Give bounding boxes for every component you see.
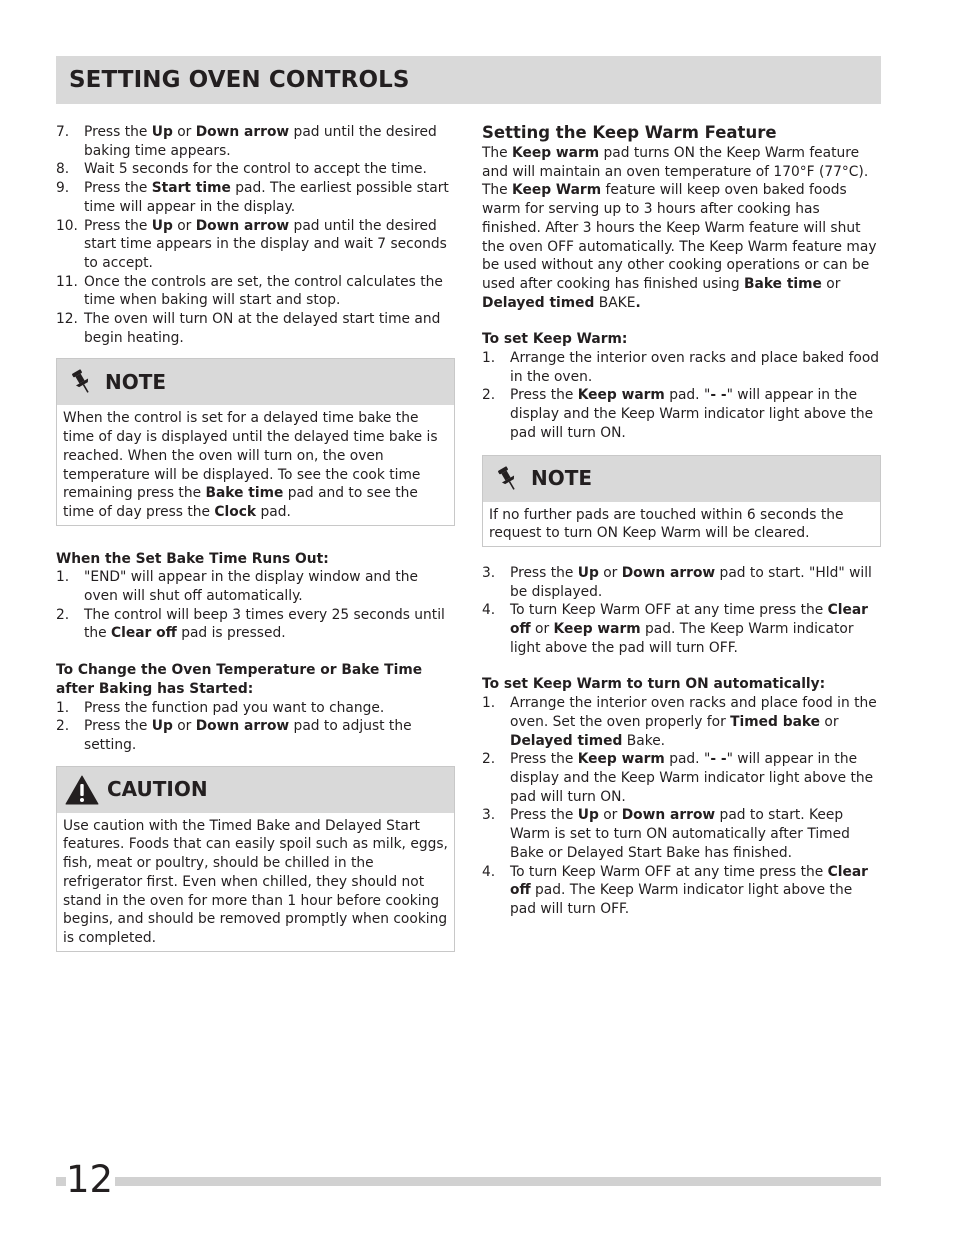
- text-run: Press the: [84, 217, 152, 234]
- step-number: 1.: [56, 699, 70, 716]
- bold-term: Up: [577, 564, 599, 581]
- text-run: To turn Keep Warm OFF at any time press the: [510, 602, 828, 619]
- keep-warm-section-title: Setting the Keep Warm Feature: [482, 123, 777, 142]
- step-number: 4.: [482, 602, 496, 619]
- text-run: pad. The Keep Warm indicator light above the pad will turn OFF.: [510, 621, 854, 656]
- bold-term: Up: [577, 807, 599, 824]
- step-number: 2.: [482, 387, 496, 404]
- list-item: [56, 310, 456, 347]
- list-item: [56, 160, 456, 179]
- step-number: 9.: [56, 180, 70, 197]
- bold-term: Timed bake: [730, 713, 821, 730]
- bold-term: Keep Warm: [512, 182, 602, 199]
- bold-term: Up: [151, 217, 173, 234]
- pushpin-icon: [71, 369, 93, 395]
- list-item: [56, 699, 456, 718]
- text-run: pad until the desired start time appears in the display and wait 7 seconds to accept.: [84, 217, 447, 271]
- bold-term: Down arrow: [621, 807, 716, 824]
- text-run: Press the function pad you want to change.: [84, 699, 385, 716]
- step-number: 2.: [482, 751, 496, 768]
- list-item: [56, 179, 456, 216]
- bold-term: Clear off: [510, 863, 868, 899]
- step-number: 2.: [56, 718, 70, 735]
- list-item: [56, 568, 456, 605]
- text-run: pad is pressed.: [176, 625, 286, 642]
- list-item: [482, 564, 882, 601]
- list-item: [56, 273, 456, 310]
- bold-term: Keep warm: [512, 145, 600, 161]
- text-run: pad until the desired baking time appears.: [84, 124, 437, 159]
- note-title: NOTE: [105, 370, 167, 395]
- page-number: 12: [66, 1158, 114, 1201]
- set-keep-warm-heading: To set Keep Warm:: [482, 331, 628, 348]
- text-run: Once the controls are set, the control calculates the time when baking will start and stop.: [84, 273, 443, 309]
- text-run: The control will beep 3 times every 25 seconds until the: [84, 606, 445, 642]
- list-item: [482, 863, 882, 919]
- bold-term: Keep warm: [577, 387, 665, 404]
- step-number: 1.: [56, 569, 70, 586]
- change-temp-heading: To Change the Oven Temperature or Bake Time after Baking has Started:: [56, 662, 423, 697]
- text-run: Press the: [510, 387, 578, 404]
- text-run: or: [821, 275, 841, 292]
- text-run: pad.: [256, 503, 291, 520]
- text-run: Press the: [84, 124, 152, 140]
- step-number: 1.: [482, 695, 496, 712]
- bold-term: Delayed timed: [482, 294, 595, 311]
- text-run: Press the: [510, 751, 578, 768]
- auto-keep-warm-heading: To set Keep Warm to turn ON automatically:: [482, 676, 826, 693]
- text-run: When the control is set for a delayed time bake the time of day is displayed until the delayed time bake is reached. When the oven will turn on, the oven temperature will be displayed. To see the cook time remaining press the: [63, 410, 438, 502]
- step-number: 4.: [482, 863, 496, 880]
- caution-body: Use caution with the Timed Bake and Delayed Start features. Foods that can easily spoil such as milk, eggs, fish, meat or poultry, should be chilled in the refrigerator first. Even when chilled, they should not stand in the oven for more than 1 hour before cooking begins, and should be removed promptly when cooking is completed.: [63, 817, 448, 946]
- list-item: [482, 694, 882, 750]
- text-run: pad turns ON the Keep Warm feature and will maintain an oven temperature of 170°F (77°C). The: [482, 145, 869, 199]
- step-number: 2.: [56, 606, 70, 623]
- bold-term: Bake time: [205, 485, 284, 502]
- text-run: Press the: [84, 180, 152, 197]
- caution-title: CAUTION: [107, 777, 208, 802]
- bold-term: Down arrow: [195, 718, 290, 735]
- text-run: pad to adjust the setting.: [84, 718, 412, 753]
- bold-term: .: [635, 294, 641, 311]
- change-temp-steps: [56, 699, 456, 755]
- list-item: [56, 717, 456, 754]
- bold-term: Down arrow: [195, 217, 290, 234]
- bold-term: Down arrow: [195, 124, 290, 140]
- page-title: SETTING OVEN CONTROLS: [69, 67, 410, 93]
- caution-header: [57, 767, 454, 813]
- note-body: [57, 405, 454, 524]
- note-header: [57, 359, 454, 405]
- text-run: or: [598, 564, 622, 581]
- step-number: 11.: [56, 273, 78, 290]
- text-run: Bake.: [622, 732, 666, 749]
- list-item: [482, 750, 882, 806]
- set-keep-warm-steps: [482, 349, 882, 443]
- bold-term: Clock: [214, 503, 257, 520]
- list-item: [482, 349, 882, 386]
- text-run: or: [172, 217, 196, 234]
- text-run: pad and to see the time of day press the: [63, 485, 418, 520]
- text-run: " will appear in the display and the Keep Warm indicator light above the pad will turn ON.: [510, 751, 874, 805]
- list-item: [482, 601, 882, 657]
- note-title-right: NOTE: [531, 466, 593, 491]
- header-bar: [56, 56, 881, 104]
- text-run: pad to start. "Hld" will be displayed.: [510, 564, 872, 600]
- step-number: 8.: [56, 161, 70, 178]
- list-item: [482, 386, 882, 442]
- note-box-keep-warm: [482, 455, 881, 547]
- text-run: Wait 5 seconds for the control to accept the time.: [84, 161, 427, 178]
- warning-triangle-icon: [65, 775, 99, 805]
- bold-term: Start time: [151, 180, 231, 197]
- bold-term: - -: [710, 387, 727, 404]
- list-item: [56, 217, 456, 273]
- caution-box: [56, 766, 455, 952]
- bold-term: Delayed timed: [510, 732, 623, 749]
- keep-warm-intro: [482, 144, 882, 312]
- list-item: [56, 123, 456, 160]
- text-run: pad. ": [664, 387, 711, 404]
- footer-bar: [56, 1177, 881, 1186]
- bold-term: Up: [151, 718, 173, 735]
- bold-term: Clear off: [510, 602, 868, 638]
- text-run: " will appear in the display and the Keep Warm indicator light above the pad will turn ON.: [510, 387, 874, 441]
- pushpin-icon: [497, 466, 519, 492]
- bold-term: Keep warm: [553, 621, 641, 638]
- text-run: Press the: [510, 807, 578, 824]
- list-item: [482, 806, 882, 862]
- step-number: 3.: [482, 564, 496, 581]
- text-run: pad. ": [664, 751, 711, 768]
- text-run: The: [482, 145, 513, 161]
- bold-term: Keep warm: [577, 751, 665, 768]
- step-number: 12.: [56, 311, 78, 328]
- text-run: Arrange the interior oven racks and place baked food in the oven.: [510, 350, 880, 385]
- right-column: [482, 122, 882, 919]
- text-run: Arrange the interior oven racks and place food in the oven. Set the oven properly for: [510, 695, 877, 730]
- bold-term: Bake time: [744, 275, 822, 292]
- text-run: feature will keep oven baked foods warm for serving up to 3 hours after cooking has finished. After 3 hours the Keep Warm feature will shut the oven OFF automatically. The Keep Warm feature may be used without any other cooking operations or can be used after cooking has finished using: [482, 182, 877, 292]
- delayed-bake-steps: [56, 123, 456, 347]
- note-header-right: [483, 456, 880, 502]
- step-number: 10.: [56, 217, 78, 234]
- text-run: pad to start. Keep Warm is set to turn ON automatically after Timed Bake or Delayed Start Bake has finished.: [510, 807, 850, 861]
- step-number: 1.: [482, 350, 496, 367]
- text-run: pad. The earliest possible start time will appear in the display.: [84, 180, 449, 215]
- text-run: or: [820, 713, 839, 730]
- note-box-delayed: [56, 358, 455, 525]
- bold-term: Down arrow: [621, 564, 716, 581]
- auto-keep-warm-steps: [482, 694, 882, 918]
- runs-out-heading: When the Set Bake Time Runs Out:: [56, 550, 329, 567]
- text-run: or: [530, 621, 554, 638]
- text-run: or: [172, 718, 196, 735]
- step-number: 7.: [56, 124, 70, 140]
- text-run: Press the: [510, 564, 578, 581]
- left-column: [56, 122, 456, 952]
- step-number: 3.: [482, 807, 496, 824]
- runs-out-steps: [56, 568, 456, 643]
- bold-term: Up: [151, 124, 173, 140]
- text-run: BAKE: [594, 294, 636, 311]
- text-run: To turn Keep Warm OFF at any time press the: [510, 863, 828, 880]
- text-run: "END" will appear in the display window and the oven will shut off automatically.: [84, 569, 418, 605]
- text-run: The oven will turn ON at the delayed start time and begin heating.: [84, 311, 441, 346]
- text-run: or: [172, 124, 196, 140]
- text-run: pad. The Keep Warm indicator light above the pad will turn OFF.: [510, 882, 853, 917]
- bold-term: Clear off: [111, 625, 177, 642]
- bold-term: - -: [710, 751, 727, 768]
- list-item: [56, 606, 456, 643]
- text-run: or: [598, 807, 622, 824]
- text-run: Press the: [84, 718, 152, 735]
- keep-warm-steps-continued: [482, 564, 882, 658]
- note-body-right: If no further pads are touched within 6 seconds the request to turn ON Keep Warm will be cleared.: [489, 506, 844, 542]
